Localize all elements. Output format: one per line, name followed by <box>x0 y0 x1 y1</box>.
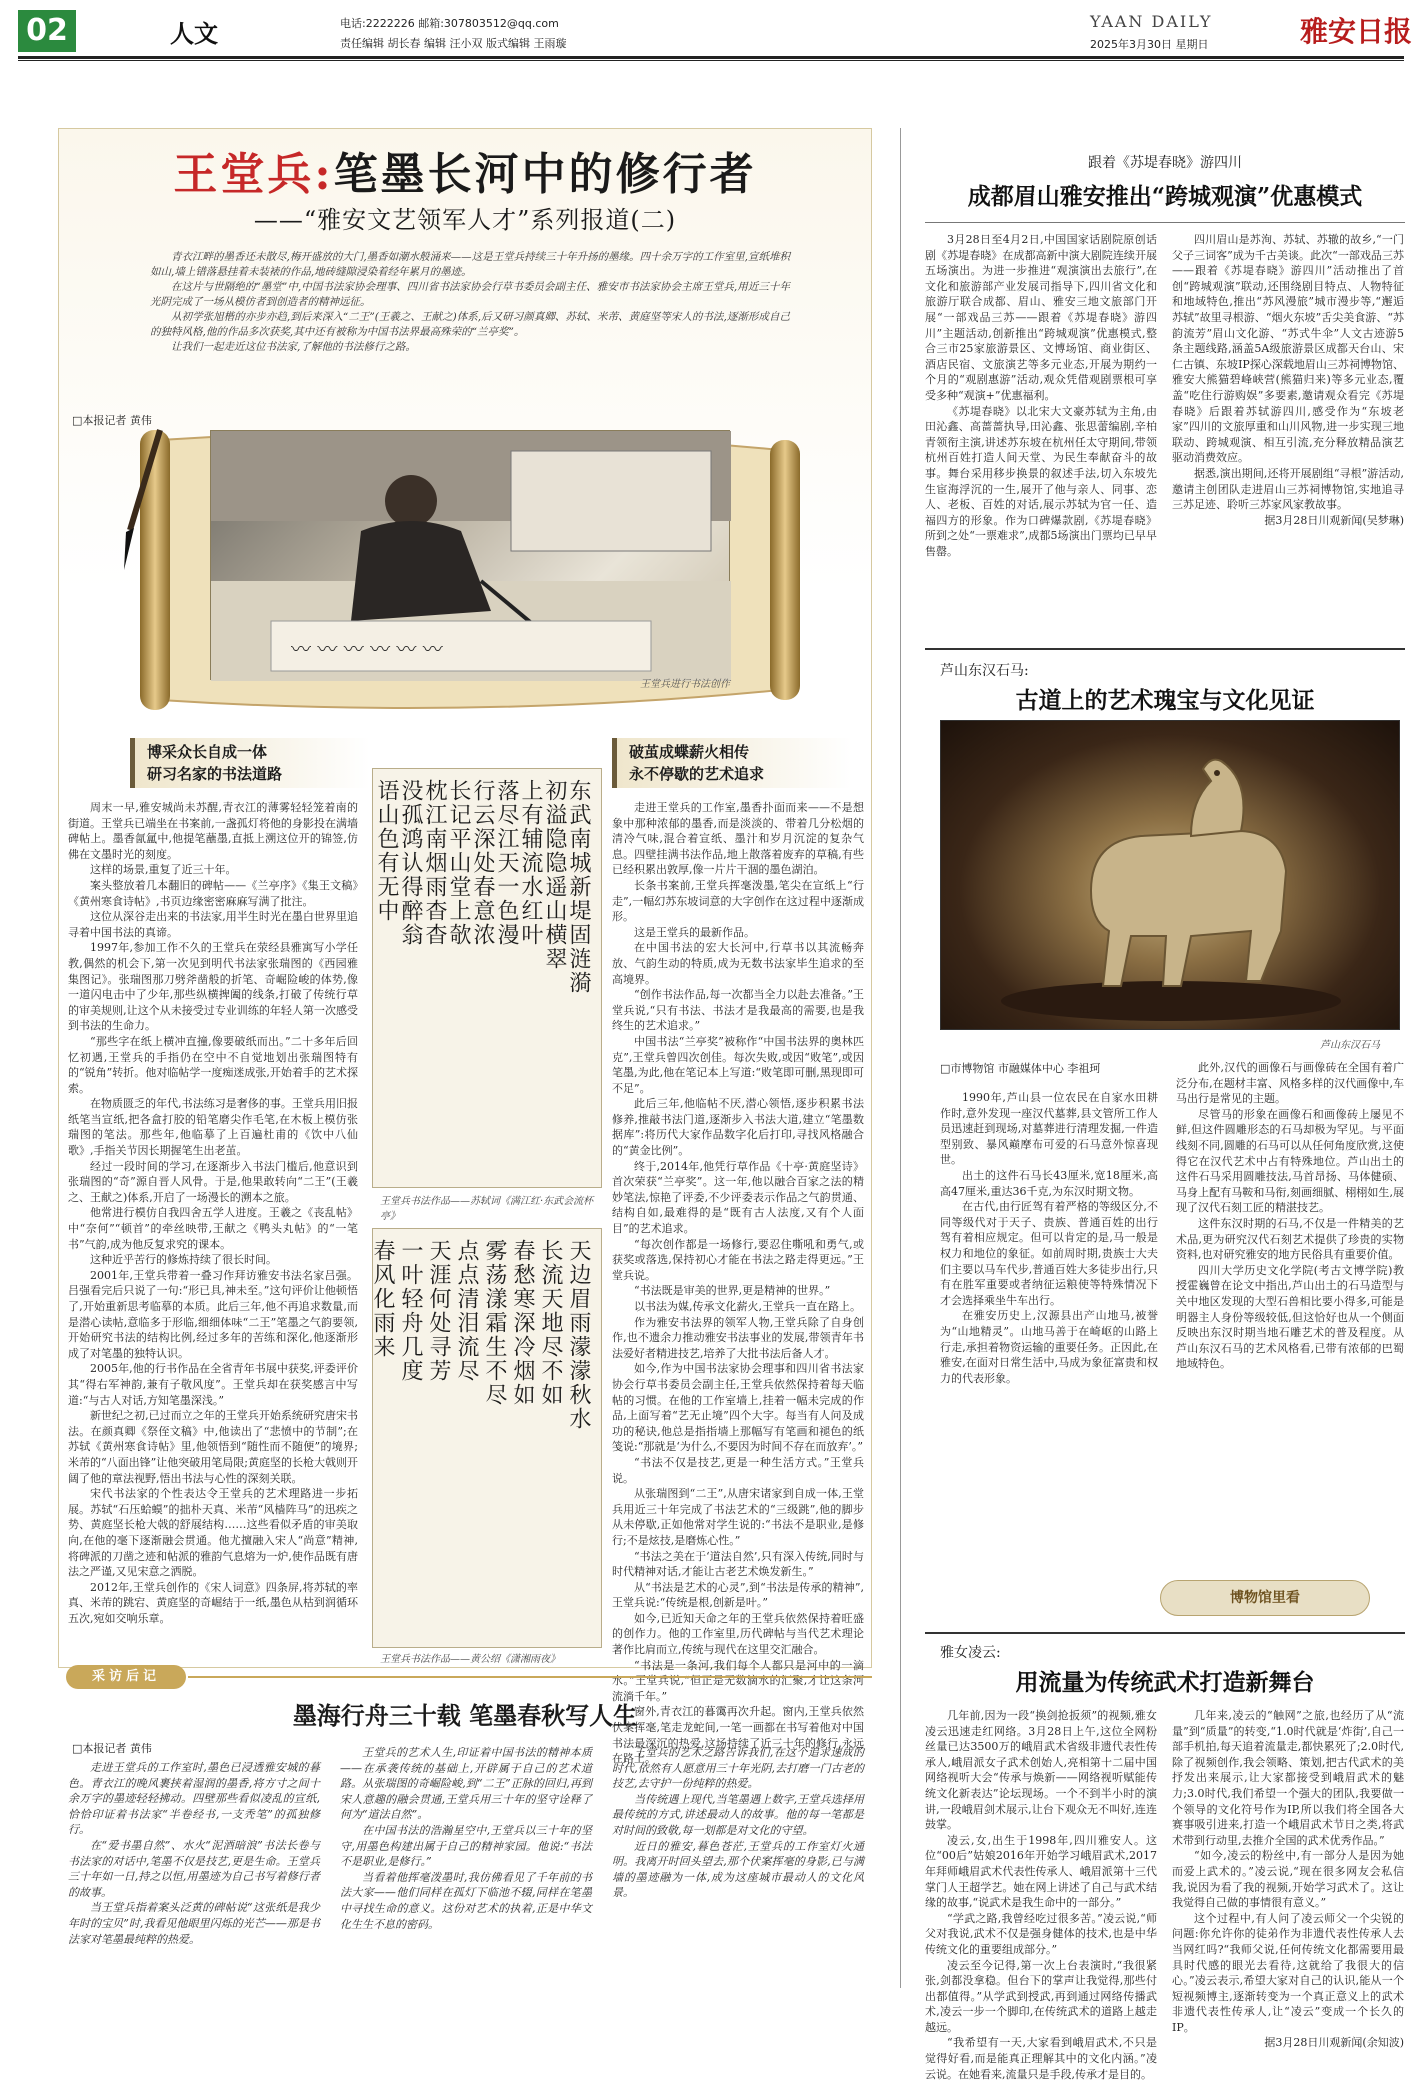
paragraph: 四川眉山是苏洵、苏轼、苏辙的故乡,“一门父子三词客”成为千古美谈。此次“一部戏品三苏——跟着《苏堤春晓》游四川”活动推出了首创“跨城观演”联动,还围绕剧目特点、人物特征和地域特色,推出“苏风漫旅”城市漫步等,“邂逅苏轼”故里寻根游、“烟火东坡”舌尖美食游、“苏韵流芳”眉山文化游、“苏式牛伞”人文古迹游5条主题线路,涵盖5A级旅游景区成都天台山、宋仁古镇、东坡IP探心深载地眉山三苏祠博物馆、雅安大熊猫碧峰峡营(熊猫归来)等多元业态,覆盖“吃住行游购娱”多要素,邀请观众看完《苏堤春晓》后跟着苏轼游四川,感受作为“东坡老家”四川的文旅厚重和山川风物,进一步实现三地联动、跨城观演、相互引流,充分释放精品演艺驱动消费效应。 <box>1172 233 1404 465</box>
calligraphy-column: 东武南城新堤固涟漪 <box>566 779 591 995</box>
section-heading-1 <box>130 738 370 788</box>
paragraph: “学武之路,我曾经吃过很多苦。”凌云说,“师父对我说,武术不仅是强身健体的技术,也是中华传统文化的重要组成部分。” <box>925 1911 1157 1956</box>
paragraph: 此外,汉代的画像石与画像砖在全国有着广泛分布,在题材丰富、风格多样的汉代画像中,车马出行是常见的主题。 <box>1176 1061 1404 1106</box>
intro-paragraph: 从初学张旭楷的亦步亦趋,到后来深入“二王”(王羲之、王献之)体系,后又研习颜真卿、苏轼、米芾、黄庭坚等宋人的书法,逐渐形成自己的独特风格,他的作品多次获奖,其中还有被称为中国书法界最高殊荣的“兰亭奖”。 <box>150 311 790 338</box>
section-heading-2 <box>612 738 852 788</box>
feature-subtitle: ——“雅安文艺领军人才”系列报道(二) <box>253 206 677 234</box>
paragraph: 他常进行模仿自我四舍五学人进度。王羲之《丧乱帖》中“奈何”“顿首”的牵丝映带,王献之《鸭头丸帖》的“一笔书”气韵,成为他反复求究的课本。 <box>68 1206 358 1251</box>
calligraphy-artwork-1 <box>372 768 602 1188</box>
article1-rule <box>925 222 1405 223</box>
interview-column-3 <box>612 1745 864 1990</box>
artist-photo-illustration <box>211 431 731 681</box>
paragraph: 2001年,王堂兵带着一叠习作拜访雅安书法名家吕强。吕强看完后只说了一句:“形已具,神未至。”这句评价让他顿悟了,开始重新思考临摹的本质。此后三年,他不再追求数量,而是潜心读帖,意临多于形临,细细体味“二王”笔墨之气韵要领,开始研究书法的结构比例,经过多年的苦练和深化,他逐渐形成了对笔墨的独特认识。 <box>68 1268 358 1360</box>
calligraphy-column: 行云深处春意浓 <box>470 779 495 947</box>
paragraph: “书法是一条河,我们每个人都只是河中的一滴水。”王堂兵说,“但正是无数滴水的汇聚,才让这条河流淌千年。” <box>612 1658 864 1703</box>
photo-caption: 王堂兵进行书法创作 <box>640 679 730 690</box>
article-divider <box>925 1632 1405 1634</box>
article2-title: 古道上的艺术瑰宝与文化见证 <box>1015 687 1315 714</box>
paragraph: 新世纪之初,已过而立之年的王堂兵开始系统研究唐宋书法。在颜真卿《祭侄文稿》中,他读出了“悲愤中的节制”;在苏轼《黄州寒食诗帖》里,他领悟到“随性而不随便”的境界;米芾的“八面出锋”让他突破用笔局限;黄庭坚的长枪大戟则开阔了他的章法视野,悟出书法与心性的深刻关联。 <box>68 1409 358 1485</box>
paragraph: 走进王堂兵的工作室时,墨色已浸透雅安城的暮色。青衣江的晚风裹挟着湿润的墨香,将方寸之间十余万字的墨迹轻轻拂动。四壁那些看似凌乱的宣纸,恰恰印证着书法家“半卷经书,一支秃笔”的孤独修行。 <box>68 1761 320 1837</box>
calligraphy-column: 春风化雨来 <box>370 1239 395 1359</box>
paragraph: 以书法为媒,传承文化薪火,王堂兵一直在路上。 <box>634 1300 861 1313</box>
museum-column-badge: 博物馆里看 <box>1160 1580 1370 1616</box>
column-separator <box>900 128 901 1988</box>
calligraphy-column: 上有辅流水红叶 <box>518 779 543 947</box>
article3-column-2 <box>1172 1708 1404 2050</box>
article1-kicker: 跟着《苏堤春晓》游四川 <box>1088 155 1242 171</box>
paragraph: 宋代书法家的个性表达令王堂兵的艺术理路进一步拓展。苏轼“石压蛤蟆”的拙朴天真、米芾“风樯阵马”的迅疾之势、黄庭坚长枪大戟的舒展结构……这些看似矛盾的审美取向,在他的毫下逐渐融会贯通。他尤擅融入宋人“尚意”精神,将碑派的刀凿之迹和帖派的雅韵气息熔为一炉,使作品既有唐法之严谨,又见宋意之洒脱。 <box>68 1487 358 1579</box>
calligraphy-column: 语山色有无中 <box>374 779 399 923</box>
feature-title-name: 王堂兵: <box>173 149 334 200</box>
calligraphy-caption-2: 王堂兵书法作品——黄公绍《潇湘雨夜》 <box>380 1654 560 1665</box>
paragraph: 出土的这件石马长43厘米,宽18厘米,高高47厘米,重达36千克,为东汉时期文物。 <box>940 1168 1158 1198</box>
paragraph: 2012年,王堂兵创作的《宋人词意》四条屏,将苏轼的率真、米芾的跳宕、黄庭坚的奇崛结于一纸,墨色从枯到润循环五次,宛如交响乐章。 <box>68 1580 358 1625</box>
interview-byline: □本报记者 黄伟 <box>72 1742 152 1755</box>
paragraph: 凌云至今记得,第一次上台表演时,“我很紧张,剑都没拿稳。但台下的掌声让我觉得,那些付出都值得。”从学武到授武,再到通过网络传播武术,凌云一步一个脚印,在传统武术的道路上越走越远。 <box>925 1958 1157 2034</box>
paragraph: 这样的场景,重复了近三十年。 <box>90 863 237 877</box>
paragraph: 这种近乎苦行的修炼持续了很长时间。 <box>90 1253 277 1267</box>
article-divider <box>925 648 1405 650</box>
calligraphy-artwork-2 <box>372 1228 602 1648</box>
feature-column-2 <box>612 800 864 1766</box>
article2-kicker: 芦山东汉石马: <box>940 663 1029 679</box>
calligraphy-column: 点点清泪流尽 <box>454 1239 479 1383</box>
paragraph: 周末一早,雅安城尚未苏醒,青衣江的薄雾轻轻笼着南的街道。王堂兵已端坐在书案前,一盏孤灯将他的身影投在满墙碑帖上。墨香氤氲中,他提笔蘸墨,直抵上溯这位开的锦签,仿佛在文墨时光的刻度。 <box>68 801 358 861</box>
section-heading-line: 破茧成蝶薪火相传 <box>629 743 750 761</box>
paragraph: 在物质匮乏的年代,书法练习是奢侈的事。王堂兵用旧报纸笔当宣纸,把各盒打胶的铅笔磨尖作毛笔,在木板上模仿张瑞图的笔法。那些年,他临摹了上百遍杜甫的《饮中八仙歌》,手指关节因长期握笔生出老茧。 <box>68 1097 358 1158</box>
calligraphy-column: 落尽江天一色漫 <box>494 779 519 947</box>
paragraph: 此后三年,他临帖不厌,潜心领悟,逐步积累书法修养,推敲书法门道,逐渐步入书法大道,建立“笔墨数据库”:将历代大家作品数字化后打印,寻找风格融合的“黄金比例”。 <box>612 1097 864 1158</box>
paragraph: 在雅安历史上,汉源县出产山地马,被誉为“山地精灵”。山地马善于在崎岖的山路上行走,承担着物资运输的重要任务。正因此,在雅安,在面对日常生活中,马成为象征富贵和权力的代表形象。 <box>940 1309 1158 1385</box>
paragraph: 在“爱书墨自然”、水火“泥酒暗浪”书法长卷与书法家的对话中,笔墨不仅是技艺,更是生命。王堂兵三十年如一日,持之以恒,用墨迹为自己书写着修行者的故事。 <box>68 1838 320 1899</box>
paragraph: 当传统遇上现代,当笔墨遇上数字,王堂兵选择用最传统的方式,讲述最动人的故事。他的每一笔都是对时间的致敬,每一划都是对文化的守望。 <box>612 1792 864 1837</box>
paragraph: 凌云,女,出生于1998年,四川雅安人。这位“00后”姑娘2016年开始学习峨眉武术,2017年拜师峨眉武术代表性传承人、峨眉派第十三代掌门人王超学艺。她在网上讲述了自己与武术结缘的故事,“说武术是我生命中的一部分。” <box>925 1833 1157 1910</box>
stone-horse-photo <box>940 720 1400 1030</box>
editors-line: 责任编辑 胡长春 编辑 汪小双 版式编辑 王雨璇 <box>340 37 567 50</box>
calligraphy-column: 没孤鸿认得醉翁 <box>398 779 423 947</box>
article1-column-2 <box>1172 232 1404 632</box>
paragraph: 据悉,演出期间,还将开展剧组“寻根”游活动,邀请主创团队走进眉山三苏祠博物馆,实地追寻三苏足迹、聆听三苏家风家教故事。 <box>1172 466 1404 512</box>
paragraph: 2005年,他的行书作品在全省青年书展中获奖,评委评价其“得右军神韵,兼有子敬风度”。王堂兵却在获奖感言中写道:“与古人对话,方知笔墨深浅。” <box>68 1362 358 1407</box>
paragraph: 终于,2014年,他凭行草作品《十亭·黄庭坚诗》首次荣获“兰亭奖”。这一年,他以融合百家之法的精妙笔法,惊艳了评委,不少评委表示作品之气韵贯通、结构自如,最难得的是“既有古人法度,又有个人面目”的艺术追求。 <box>612 1159 864 1236</box>
calligraphy-column: 天涯何处寻芳 <box>426 1239 451 1383</box>
source-line: 据3月28日川观新闻(余知波) <box>1264 2036 1404 2050</box>
interview-tag: 采访后记 <box>66 1665 186 1689</box>
calligraphy-column: 初溢隐隐遥山横翠 <box>542 779 567 971</box>
masthead-meta <box>340 14 566 54</box>
paragraph: 在古代,由行匠驾有着严格的等级区分,不同等级代对于天子、贵族、普通百姓的出行驾有着相应规定。但可以肯定的是,马一般是权力和地位的象征。如前周时期,贵族士大夫们主要以马车代步,普通百姓大多徒步出行,只有在胜军重要或者纳征运粮使等特殊情况下才会选择乘坐牛车出行。 <box>940 1200 1158 1307</box>
paragraph: “那些字在纸上横冲直撞,像要破纸而出。”二十多年后回忆初遇,王堂兵的手指仍在空中不自觉地划出张瑞图特有的“锐角”转折。他对临帖学一度痴迷成张,开始着手的艺术探索。 <box>68 1034 358 1095</box>
paragraph: 王堂兵的艺术之路告诉我们,在这个追求速成的时代,依然有人愿意用三十年光阴,去打磨一门古老的技艺,去守护一份纯粹的热爱。 <box>612 1746 864 1791</box>
paragraph: 1990年,芦山县一位农民在自家水田耕作时,意外发现一座汉代墓葬,县文管所工作人员迅速赶到现场,对墓葬进行清理发掘,一件造型别致、暴风巅摩布可爱的石马意外惊喜现世。 <box>940 1091 1158 1167</box>
intro-paragraph: 让我们一起走近这位书法家,了解他的书法修行之路。 <box>171 341 416 353</box>
article2-column-1 <box>940 1090 1158 1550</box>
calligraphy-caption-1: 王堂兵书法作品——苏轼词《满江红·东武会流杯亭》 <box>380 1196 594 1222</box>
paragraph: “书法既是审美的世界,更是精神的世界。” <box>634 1284 831 1298</box>
paragraph: 3月28日至4月2日,中国国家话剧院原创话剧《苏堤春晓》在成都高新中演大剧院连续开展五场演出。为进一步推进“观演演出去旅行”,在文化和旅游部产业发展司指导下,四川省文化和旅游厅联合成都、眉山、雅安三地文旅部门开展“一部戏品三苏——跟着《苏堤春晓》游四川”主题活动,创新推出“跨城观演”优惠模式,整合三市25家旅游景区、文博场馆、商业街区、酒店民宿、文旅演艺等多元业态,开展为期约一个月的“观剧惠游”活动,观众凭借观剧票根可享受多种“观演+”优惠福利。 <box>925 233 1157 402</box>
calligraphy-column: 雾荡漾霜生不尽 <box>482 1239 507 1407</box>
feature-intro <box>150 250 790 355</box>
section-heading-line: 研习名家的书法道路 <box>147 765 283 783</box>
paragraph: 当看着他挥毫泼墨时,我仿佛看见了千年前的书法大家——他们同样在孤灯下临池不辍,同样在笔墨中寻找生命的意义。这份对艺术的执着,正是中华文化生生不息的密码。 <box>340 1870 592 1931</box>
calligraphy-column: 枕江南烟雨杳杳 <box>422 779 447 947</box>
calligraphy-column: 春愁寒深冷烟如 <box>510 1239 535 1407</box>
paragraph: 这是王堂兵的最新作品。 <box>634 925 755 939</box>
source-line: 据3月28日川观新闻(吴梦琳) <box>1264 513 1404 527</box>
paragraph: 1997年,参加工作不久的王堂兵在荥经县雅寓写小学任教,偶然的机会下,第一次见到明代书法家张瑞图的《西园雅集图记》。张瑞图那刀劈斧凿般的折笔、奇崛险峻的体势,像一道闪电击中了少年,那些纵横捭阖的线条,打破了传统行草的审美规则,让这个从未接受过专业训练的年轻人第一次感受到书法的生命力。 <box>68 941 358 1033</box>
paragraph: 尽管马的形象在画像石和画像砖上屡见不鲜,但这件圆雕形态的石马却极为罕见。与平面线刻不同,圆雕的石马可以从任何角度欣赏,这使得它在汉代艺术中占有特殊地位。芦山出土的这件石马采用圆雕技法,马首昂扬、马体健硕、马身上配有马鞍和马衔,刻画细腻、栩栩如生,展现了汉代石刻工匠的精湛技艺。 <box>1176 1107 1404 1215</box>
interview-column-1 <box>68 1760 320 1990</box>
calligraphy-column: 天边眉雨濛濛秋水 <box>566 1239 591 1431</box>
article1-column-1 <box>925 232 1157 632</box>
feature-byline: □本报记者 黄伟 <box>72 414 152 427</box>
paragraph: “书法之美在于‘道法自然’,只有深入传统,同时与时代精神对话,才能让古老艺术焕发新生。” <box>612 1549 864 1579</box>
interview-column-2 <box>340 1745 592 1990</box>
brand-en: YAAN DAILY <box>1090 12 1213 31</box>
paragraph: 当王堂兵指着案头泛黄的碑帖说“这张纸是我少年时的宝贝”时,我看见他眼里闪烁的光芒——那是书法家对笔墨最纯粹的热爱。 <box>68 1901 320 1946</box>
paragraph: 长条书案前,王堂兵挥毫泼墨,笔尖在宣纸上“行走”,一幅幻苏东坡词意的大字创作在这过程中逐渐成形。 <box>612 878 864 924</box>
paragraph: 在中国书法的浩瀚星空中,王堂兵以三十年的坚守,用墨色构建出属于自己的精神家园。他说:“书法不是职业,是修行。” <box>340 1823 592 1869</box>
paragraph: 《苏堤春晓》以北宋大文豪苏轼为主角,由田沁鑫、高蔷蔷执导,田沁鑫、张思蕾编剧,辛柏青领衔主演,讲述苏东坡在杭州任太守期间,带领杭州百姓打造人间天堂、为民生奉献奋斗的故事。舞台采用移步换景的叙述手法,切入东坡先生宦海浮沉的一生,展开了他与亲人、同事、恋人、老板、百姓的对话,展示苏轼为官一任、造福四方的形象。作为口碑爆款剧,《苏堤春晓》所到之处“一票难求”,成都5场演出门票均已早早售罄。 <box>925 404 1157 558</box>
paragraph: 这件东汉时期的石马,不仅是一件精美的艺术品,更为研究汉代石刻艺术提供了珍贵的实物资料,也对研究雅安的地方民俗具有重要价值。 <box>1176 1216 1404 1262</box>
artist-photo <box>210 430 730 680</box>
article2-byline: □市博物馆 市融媒体中心 李祖珂 <box>940 1062 1101 1075</box>
article3-title: 用流量为传统武术打造新舞台 <box>1015 1669 1315 1696</box>
paragraph: 如今,已近知天命之年的王堂兵依然保持着旺盛的创作力。他的工作室里,历代碑帖与当代艺术理论著作比肩而立,传统与现代在这里交汇融合。 <box>612 1611 864 1657</box>
paragraph: 四川大学历史文化学院(考古文博学院)教授霍巍曾在论文中指出,芦山出土的石马造型与关中地区发现的大型石兽相比要小得多,可能是明器主人身份等级较低,但这恰好也从一个侧面反映出东汉时期当地石雕艺术的普及程度。从芦山东汉石马的艺术风格看,已带有浓郁的巴蜀地域特色。 <box>1176 1263 1404 1371</box>
intro-paragraph: 在这片与世隔绝的“墨堂”中,中国书法家协会理事、四川省书法家协会行草书委员会副主任、雅安市书法家协会主席王堂兵,用近三十年光阴完成了一场从模仿者到创造者的精神远征。 <box>150 281 790 308</box>
intro-paragraph: 青衣江畔的墨香还未散尽,梅开盛放的大门,墨香如潮水般涌来——这是王堂兵持续三十年升扬的墨缘。四十余万字的工作室里,宣纸堆积如山,墙上错落悬挂着未装裱的作品,地砖缝隙浸染着经年累月的墨迹。 <box>150 251 791 278</box>
paragraph: 在中国书法的宏大长河中,行草书以其流畅奔放、气韵生动的特质,成为无数书法家毕生追求的至高境界。 <box>612 941 864 986</box>
paragraph: 这个过程中,有人问了凌云师父一个尖锐的问题:你允许你的徒弟作为非遗代表性传承人去当网红吗?“我师父说,任何传统文化都需要用最具时代感的眼光去看待,这就给了我很大的信心。”凌云表示,希望大家对自己的认识,能从一个短视频博主,逐渐转变为一个真正意义上的武术非遗代表性传承人,让“凌云”变成一个长久的IP。 <box>1172 1911 1404 2034</box>
section-name: 人文 <box>170 20 218 48</box>
calligraphy-column: 长流天地尽不如 <box>538 1239 563 1407</box>
section-heading-line: 永不停歇的艺术追求 <box>629 765 765 783</box>
masthead-rule <box>18 56 1404 59</box>
paragraph: “书法不仅是技艺,更是一种生活方式。”王堂兵说。 <box>612 1455 864 1485</box>
page-number: 02 <box>18 10 76 52</box>
feature-title-rest: 笔墨长河中的修行者 <box>333 149 757 200</box>
paragraph: “如今,凌云的粉丝中,有一部分人是因为她而爱上武术的。”凌云说,“现在很多网友会私信我,说因为看了我的视频,开始学习武术了。这让我觉得自己做的事情很有意义。” <box>1172 1849 1404 1910</box>
interview-title: 墨海行舟三十载 笔墨春秋写人生 <box>292 1701 638 1730</box>
paragraph: 经过一段时间的学习,在逐渐步入书法门槛后,他意识到张瑞图的“奇”源自晋人风骨。于是,他果敢转向“二王”(王羲之、王献之)体系,开启了一场漫长的溯本之旅。 <box>68 1159 358 1204</box>
paragraph: 几年前,因为一段“换剑抢扳须”的视频,雅女凌云迅速走红网络。3月28日上午,这位全网粉丝量已达3500万的峨眉武术省级非遗代表性传承人,峨眉派女子武术创始人,亮相第十二届中国网络视听大会“传承与焕新——网络视听赋能传统文化新表达”论坛现场。一个不到半小时的演讲,一段峨眉剑术展示,让台下观众无不叫好,连连鼓掌。 <box>925 1709 1157 1832</box>
newspaper-logo: 雅安日报 <box>1300 15 1413 48</box>
section-heading-line: 博采众长自成一体 <box>147 743 268 761</box>
stone-horse-illustration <box>941 721 1401 1031</box>
paragraph: 窗外,青衣江的暮霭再次升起。窗内,王堂兵依然伏案挥毫,笔走龙蛇间,一笔一画都在书写着他对中国书法最深沉的热爱,这场持续了近三十年的修行,永远在路上。 <box>612 1705 864 1766</box>
article1-title: 成都眉山雅安推出“跨城观演”优惠模式 <box>967 183 1363 210</box>
article3-column-1 <box>925 1708 1157 2081</box>
stone-horse-caption: 芦山东汉石马 <box>1320 1040 1380 1051</box>
paragraph: “创作书法作品,每一次都当全力以赴去准备。”王堂兵说,“只有书法、书法才是我最高的需要,也是我终生的艺术追求。” <box>612 988 864 1033</box>
svg-text:〰 〰 〰 〰 〰 〰: 〰 〰 〰 〰 〰 〰 <box>291 637 443 661</box>
contact-line: 电话:2222226 邮箱:307803512@qq.com <box>340 17 559 30</box>
article2-column-2 <box>1176 1060 1404 1570</box>
feature-title <box>60 138 870 202</box>
calligraphy-column: 一叶轻舟几度 <box>398 1239 423 1383</box>
feature-column-1 <box>68 800 358 1660</box>
paragraph: 近日的雅安,暮色苍茫,王堂兵的工作室灯火通明。我离开时回头望去,那个伏案挥毫的身影,已与满墙的墨迹融为一体,成为这座城市最动人的文化风景。 <box>612 1839 864 1900</box>
paragraph: “我希望有一天,大家看到峨眉武术,不只是觉得好看,而是能真正理解其中的文化内涵。”凌云说。在她看来,流量只是手段,传承才是目的。 <box>925 2036 1157 2081</box>
calligraphy-column: 长记平山堂上欹 <box>446 779 471 947</box>
paragraph: 从张瑞图到“二王”,从唐宋诸家到自成一体,王堂兵用近三十年完成了书法艺术的“三级跳”,他的脚步从未停歇,正如他常对学生说的:“书法不是职业,是修行;不是炫技,是磨炼心性。” <box>612 1487 864 1547</box>
paragraph: 几年来,凌云的“触网”之旅,也经历了从“流量”到“质量”的转变,“1.0时代就是‘炸街’,自己一部手机拍,每天追着流量走,都快累死了;2.0时代,除了视频创作,我会领略、策划,把古代武术的美抒发出来展示,让大家都接受到峨眉武术的魅力;3.0时代,我们希望一个强大的团队,我要做一个领导的文化符号作为IP,所以我们将全国各大赛事吸引进来,打造一个峨眉武术节日之类,将武术带到行动里,去推介全国的武术优秀作品。” <box>1172 1709 1404 1847</box>
paragraph: 作为雅安书法界的领军人物,王堂兵除了自身创作,也不遗余力推动雅安书法事业的发展,带领青年书法爱好者精进技艺,培养了大批书法后备人才。 <box>612 1315 864 1360</box>
paragraph: 中国书法“兰亭奖”被称作“中国书法界的奥林匹克”,王堂兵曾四次创佳。每次失败,或因“败笔”,或因笔墨,为此,他在笔记本上写道:“败笔即可删,黑现即可不足”。 <box>612 1034 864 1095</box>
paragraph: 走进王堂兵的工作室,墨香扑面而来——不是想象中那种浓郁的墨香,而是淡淡的、带着几分松烟的清冷气味,混合着宣纸、墨汁和岁月沉淀的复杂气息。四壁挂满书法作品,地上散落着废弃的草稿,有些已经积累出敦厚,像一片片干涸的墨色湖泊。 <box>612 801 864 877</box>
article3-kicker: 雅女凌云: <box>940 1645 1001 1661</box>
masthead-rule-thin <box>18 60 1404 61</box>
paragraph: “每次创作都是一场修行,要忍住嘶吼和勇气,或获奖或落选,保持初心才能在书法之路走得更远。”王堂兵说。 <box>612 1237 864 1282</box>
paragraph: 这位从深谷走出来的书法家,用半生时光在墨白世界里追寻着中国书法的真谛。 <box>68 910 358 939</box>
paragraph: 如今,作为中国书法家协会理事和四川省书法家协会行草书委员会副主任,王堂兵依然保持着每天临帖的习惯。在他的工作室墙上,挂着一幅未完成的作品,上面写着“艺无止境”四个大字。每当有人问及成功的秘诀,他总是指指墙上那幅写有笔画和褪色的纸笺说:“那就是‘为什么,不要因为时间不存在而放弃’。” <box>612 1362 864 1454</box>
paragraph: 从“书法是艺术的心灵”,到“书法是传承的精神”,王堂兵说:“传统是根,创新是叶。” <box>612 1580 864 1610</box>
issue-date: 2025年3月30日 星期日 <box>1090 38 1209 51</box>
paragraph: 案头整放着几本翻旧的碑帖——《兰亭序》《集王文稿》《黄州寒食诗帖》,书页边缘密密麻麻写满了批注。 <box>68 878 358 908</box>
paragraph: 王堂兵的艺术人生,印证着中国书法的精神本质——在承袭传统的基础上,开辟属于自己的艺术道路。从张瑞图的奇崛险峻,到“二王”正脉的回归,再到宋人意趣的融会贯通,王堂兵用三十年的坚守诠释了何为“道法自然”。 <box>340 1746 592 1822</box>
